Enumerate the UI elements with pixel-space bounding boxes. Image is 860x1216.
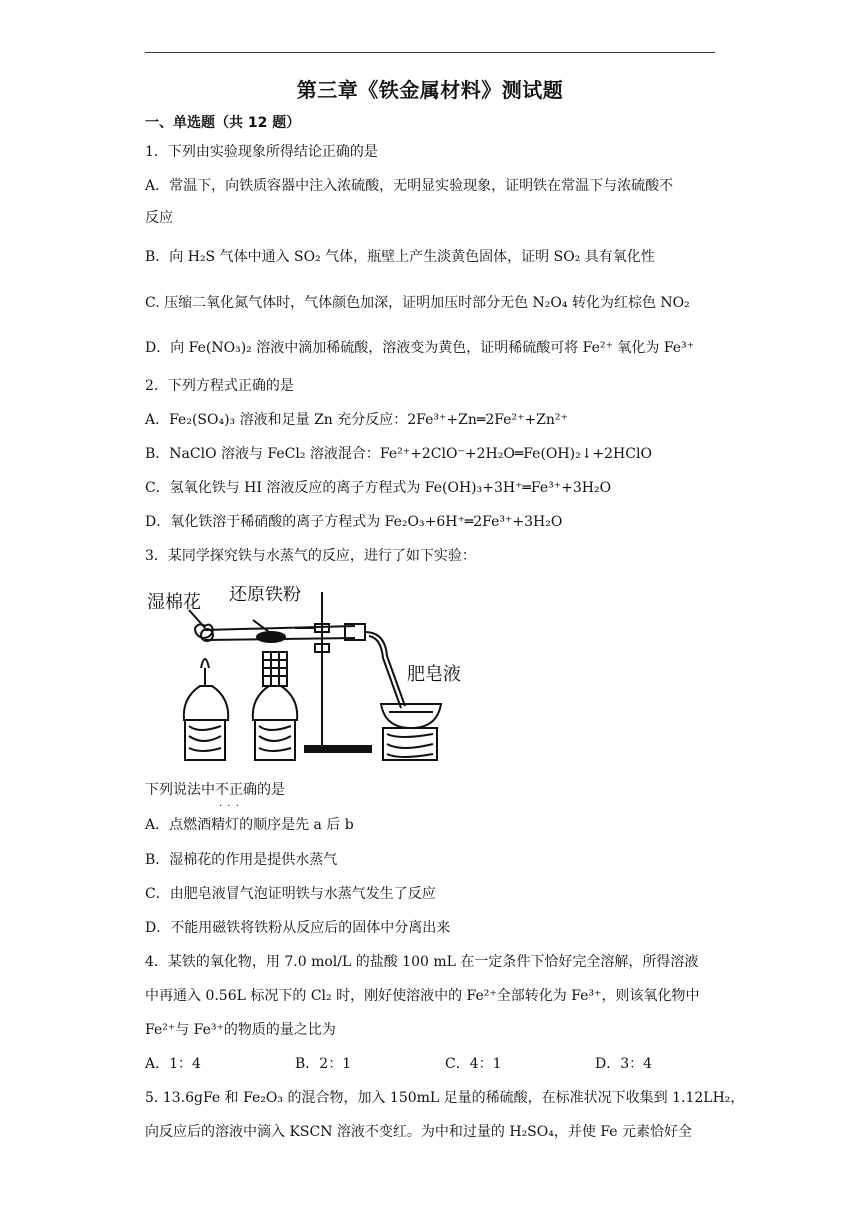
- q4-option-d: D．3：4: [595, 1056, 653, 1072]
- label-wet-cotton: 湿棉花: [147, 592, 201, 613]
- q3-option-b: B．湿棉花的作用是提供水蒸气: [145, 852, 338, 868]
- q1-option-d: D．向 Fe(NO₃)₂ 溶液中滴加稀硫酸，溶液变为黄色，证明稀硫酸可将 Fe²⁺ 氧化为 Fe³⁺: [145, 340, 695, 356]
- label-iron-powder: 还原铁粉: [229, 586, 301, 605]
- iron-steam-apparatus-figure: [145, 586, 475, 766]
- q1-option-a-cont: 反应: [145, 210, 173, 226]
- q4-option-c: C．4：1: [445, 1056, 502, 1072]
- q3-prompt-emphasis: 不正确 · · ·: [215, 782, 257, 798]
- q3-option-c: C．由肥皂液冒气泡证明铁与水蒸气发生了反应: [145, 886, 436, 902]
- q2-option-b: B．NaClO 溶液与 FeCl₂ 溶液混合：Fe²⁺+2ClO⁻+2H₂O═Fe(OH)₂↓+2HClO: [145, 446, 652, 462]
- q4-option-a: A．1：4: [145, 1056, 201, 1072]
- q3-stem: 3．某同学探究铁与水蒸气的反应，进行了如下实验：: [145, 548, 476, 564]
- label-soap-solution: 肥皂液: [407, 664, 461, 685]
- q1-option-c: C. 压缩二氧化氮气体时，气体颜色加深，证明加压时部分无色 N₂O₄ 转化为红棕色 NO₂: [145, 295, 690, 311]
- q1-option-b: B．向 H₂S 气体中通入 SO₂ 气体，瓶壁上产生淡黄色固体，证明 SO₂ 具有氧化性: [145, 249, 655, 265]
- q3-prompt-post: 的是: [257, 782, 285, 798]
- q5-line-2: 向反应后的溶液中滴入 KSCN 溶液不变红。为中和过量的 H₂SO₄，并使 Fe 元素恰好全: [145, 1124, 692, 1140]
- section-heading: 一、单选题（共 12 题）: [145, 115, 301, 131]
- q4-option-b: B．2：1: [295, 1056, 352, 1072]
- q1-stem: 1．下列由实验现象所得结论正确的是: [145, 144, 378, 160]
- q1-option-a: A．常温下，向铁质容器中注入浓硫酸，无明显实验现象，证明铁在常温下与浓硫酸不: [145, 178, 674, 194]
- q3-option-a: A．点燃酒精灯的顺序是先 a 后 b: [145, 817, 354, 833]
- page-title: 第三章《铁金属材料》测试题: [296, 78, 564, 102]
- q3-prompt-pre: 下列说法中: [145, 782, 215, 798]
- q4-line-3: Fe²⁺与 Fe³⁺的物质的量之比为: [145, 1022, 336, 1038]
- q4-line-1: 4．某铁的氧化物，用 7.0 mol/L 的盐酸 100 mL 在一定条件下恰好完全溶解，所得溶液: [145, 954, 699, 970]
- q3-option-d: D．不能用磁铁将铁粉从反应后的固体中分离出来: [145, 920, 451, 936]
- q4-line-2: 中再通入 0.56L 标况下的 Cl₂ 时，刚好使溶液中的 Fe²⁺全部转化为 Fe³⁺，则该氧化物中: [145, 988, 700, 1004]
- q3-prompt: [145, 780, 285, 800]
- q5-line-1: 5. 13.6gFe 和 Fe₂O₃ 的混合物，加入 150mL 足量的稀硫酸，在标准状况下收集到 1.12LH₂，: [145, 1090, 745, 1106]
- q2-option-c: C．氢氧化铁与 HI 溶液反应的离子方程式为 Fe(OH)₃+3H⁺═Fe³⁺+3H₂O: [145, 480, 612, 496]
- header-rule: [145, 52, 715, 53]
- q2-stem: 2．下列方程式正确的是: [145, 378, 294, 394]
- q2-option-a: A．Fe₂(SO₄)₃ 溶液和足量 Zn 充分反应：2Fe³⁺+Zn═2Fe²⁺+Zn²⁺: [145, 412, 568, 428]
- q2-option-d: D．氧化铁溶于稀硝酸的离子方程式为 Fe₂O₃+6H⁺═2Fe³⁺+3H₂O: [145, 514, 563, 530]
- apparatus-diagram: [145, 586, 475, 766]
